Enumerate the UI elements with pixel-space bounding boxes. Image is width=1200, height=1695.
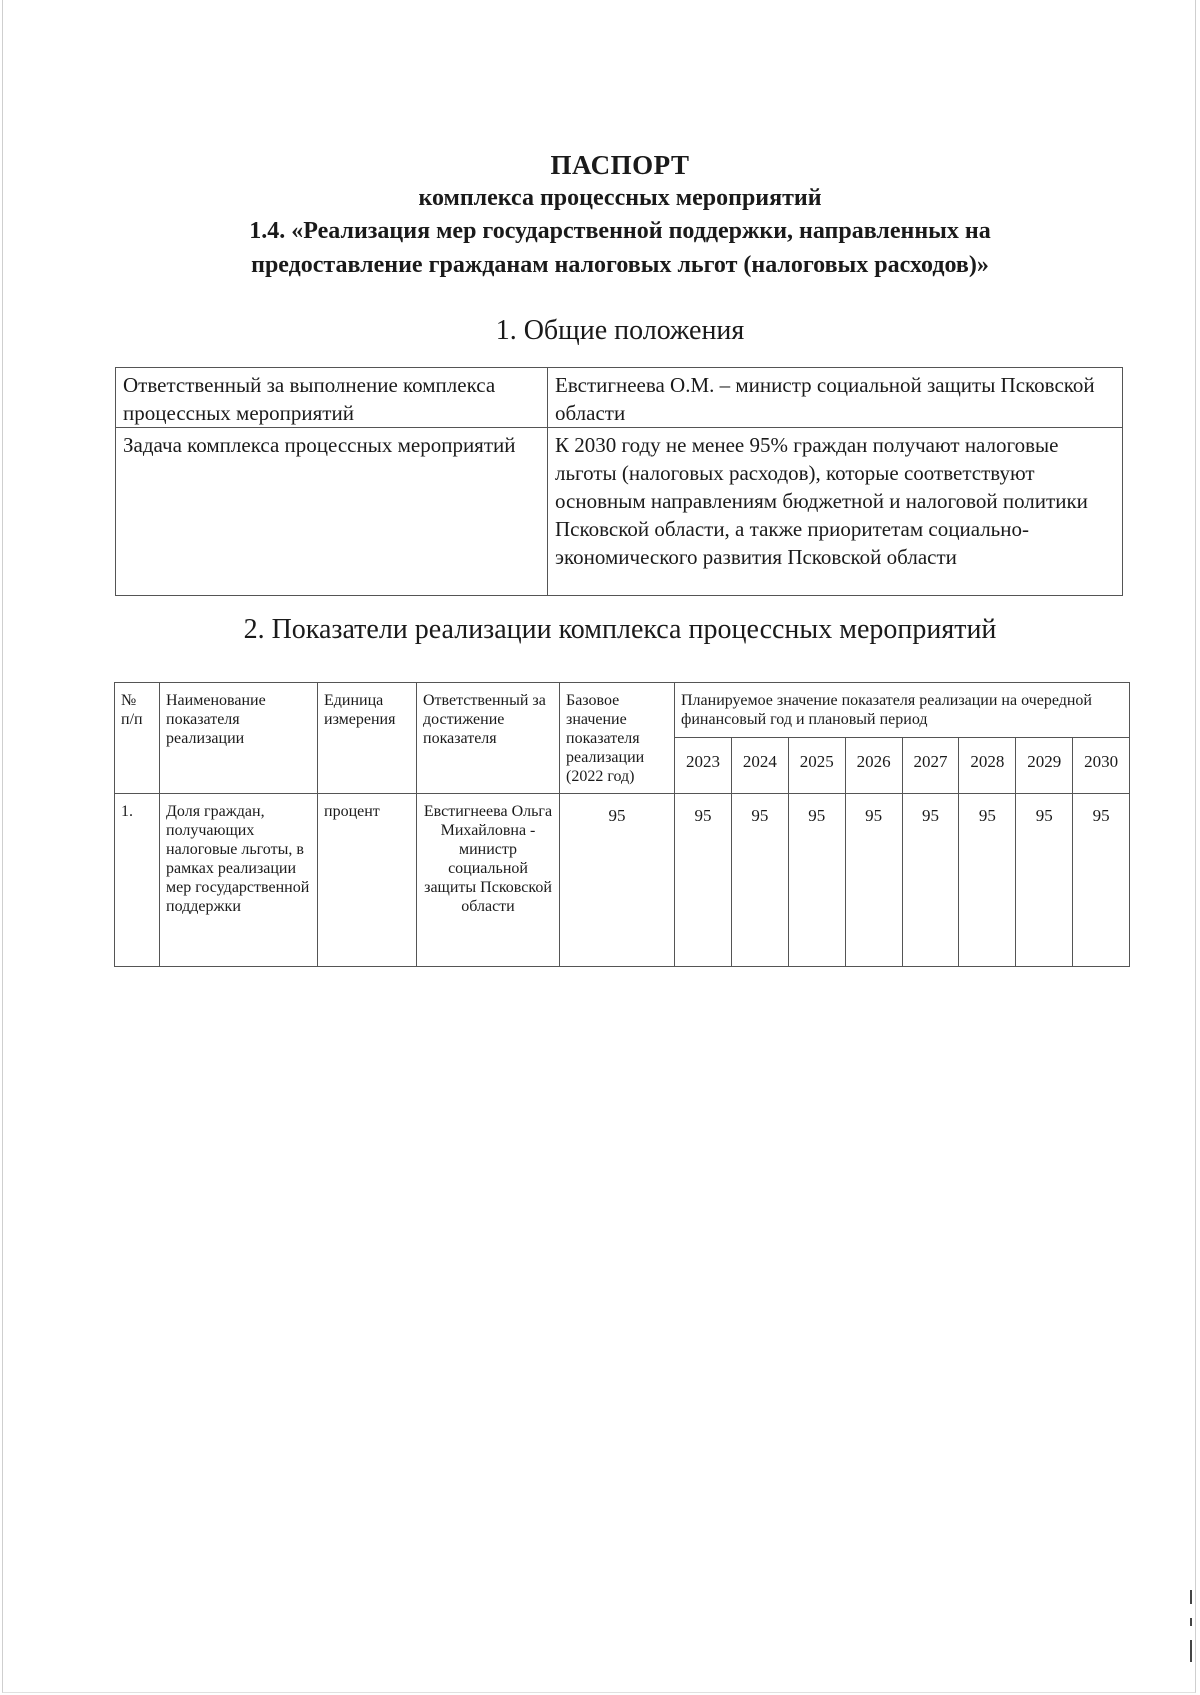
year-header: 2024	[731, 738, 788, 794]
row-value-2027: 95	[902, 794, 959, 967]
scan-artifact	[1190, 1590, 1192, 1604]
document-title	[100, 148, 1140, 282]
task-label: Задача комплекса процессных мероприятий	[116, 428, 548, 596]
scan-artifact	[1190, 1618, 1192, 1626]
row-value-2025: 95	[788, 794, 845, 967]
table-row	[116, 428, 1123, 596]
year-header: 2026	[845, 738, 902, 794]
year-header: 2029	[1016, 738, 1073, 794]
row-value-2024: 95	[731, 794, 788, 967]
year-header: 2030	[1073, 738, 1130, 794]
row-unit: процент	[318, 794, 417, 967]
title-line-2: предоставление гражданам налоговых льгот (налоговых расходов)»	[251, 252, 989, 278]
responsible-value: Евстигнеева О.М. – министр социальной защиты Псковской области	[548, 368, 1123, 428]
scan-artifact	[1190, 1640, 1192, 1662]
header-base: Базовое значение показателя реализации (2022 год)	[560, 683, 675, 794]
general-provisions-table	[115, 367, 1123, 596]
header-row	[115, 683, 1130, 738]
header-planned: Планируемое значение показателя реализации на очередной финансовый год и плановый период	[675, 683, 1130, 738]
task-value: К 2030 году не менее 95% граждан получают налоговые льготы (налоговых расходов), которые соответствуют основным направлениям бюджетной и налоговой политики Псковской области, а также приоритетам социально-экономического развития Псковской области	[548, 428, 1123, 596]
title-main: ПАСПОРТ	[550, 150, 690, 180]
row-base-value: 95	[560, 794, 675, 967]
year-header: 2023	[675, 738, 732, 794]
header-num: № п/п	[115, 683, 160, 794]
year-header: 2028	[959, 738, 1016, 794]
title-line-1: 1.4. «Реализация мер государственной поддержки, направленных на	[249, 218, 991, 244]
row-num: 1.	[115, 794, 160, 967]
section-1-heading: 1. Общие положения	[495, 315, 745, 346]
year-header: 2027	[902, 738, 959, 794]
row-value-2023: 95	[675, 794, 732, 967]
row-value-2028: 95	[959, 794, 1016, 967]
responsible-label: Ответственный за выполнение комплекса процессных мероприятий	[116, 368, 548, 428]
row-name: Доля граждан, получающих налоговые льготы, в рамках реализации мер государственной поддержки	[160, 794, 318, 967]
header-responsible: Ответственный за достижение показателя	[417, 683, 560, 794]
header-name: Наименование показателя реализации	[160, 683, 318, 794]
header-unit: Единица измерения	[318, 683, 417, 794]
row-value-2029: 95	[1016, 794, 1073, 967]
row-value-2026: 95	[845, 794, 902, 967]
title-subtitle: комплекса процессных мероприятий	[418, 185, 822, 211]
row-value-2030: 95	[1073, 794, 1130, 967]
table-row	[115, 794, 1130, 967]
table-row	[116, 368, 1123, 428]
indicators-table	[114, 682, 1130, 967]
section-2-heading: 2. Показатели реализации комплекса процессных мероприятий	[243, 614, 997, 645]
year-header: 2025	[788, 738, 845, 794]
row-responsible: Евстигнеева Ольга Михайловна - министр социальной защиты Псковской области	[417, 794, 560, 967]
